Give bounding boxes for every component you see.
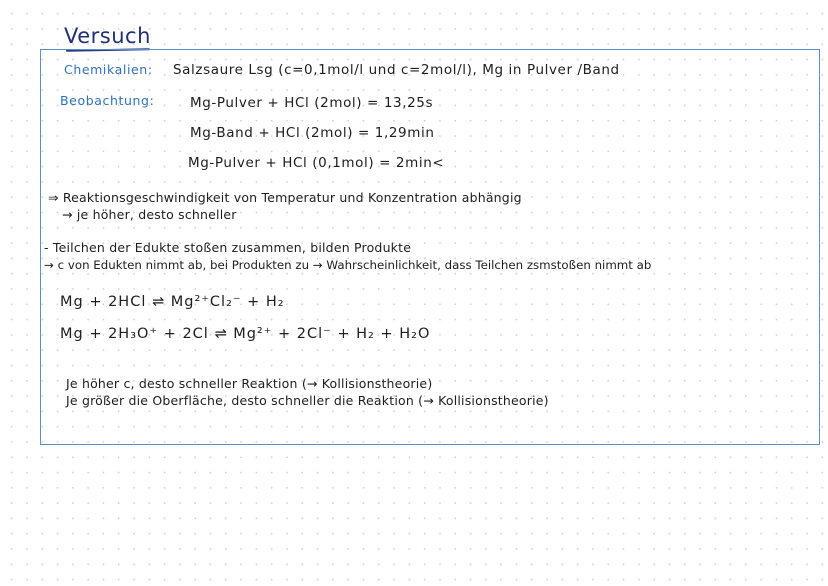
chemicals-text: Salzsaure Lsg (c=0,1mol/l und c=2mol/l), Mg in Pulver /Band	[173, 62, 620, 78]
equation-1: Mg + 2HCl ⇌ Mg²⁺Cl₂⁻ + H₂	[60, 294, 285, 310]
particles-line-2: → c von Edukten nimmt ab, bei Produkten zu → Wahrscheinlichkeit, dass Teilchen zsmstoßen nimmt ab	[44, 258, 652, 272]
notes-line-2: Je größer die Oberfläche, desto schneller die Reaktion (→ Kollisionstheorie)	[66, 393, 549, 408]
observation-line-2: Mg-Band + HCl (2mol) = 1,29min	[190, 125, 435, 141]
observation-label: Beobachtung:	[60, 93, 155, 108]
conclusion-line-1: ⇒ Reaktionsgeschwindigkeit von Temperatur und Konzentration abhängig	[48, 190, 522, 205]
chemicals-label: Chemikalien:	[64, 62, 153, 77]
observation-line-1: Mg-Pulver + HCl (2mol) = 13,25s	[190, 95, 434, 111]
observation-line-3: Mg-Pulver + HCl (0,1mol) = 2min<	[188, 155, 445, 171]
equation-2: Mg + 2H₃O⁺ + 2Cl ⇌ Mg²⁺ + 2Cl⁻ + H₂ + H₂O	[60, 326, 431, 342]
particles-line-1: - Teilchen der Edukte stoßen zusammen, bilden Produkte	[44, 240, 412, 255]
conclusion-line-2: → je höher, desto schneller	[62, 207, 237, 222]
page-title: Versuch	[64, 24, 151, 48]
notes-line-1: Je höher c, desto schneller Reaktion (→ Kollisionstheorie)	[66, 376, 433, 391]
